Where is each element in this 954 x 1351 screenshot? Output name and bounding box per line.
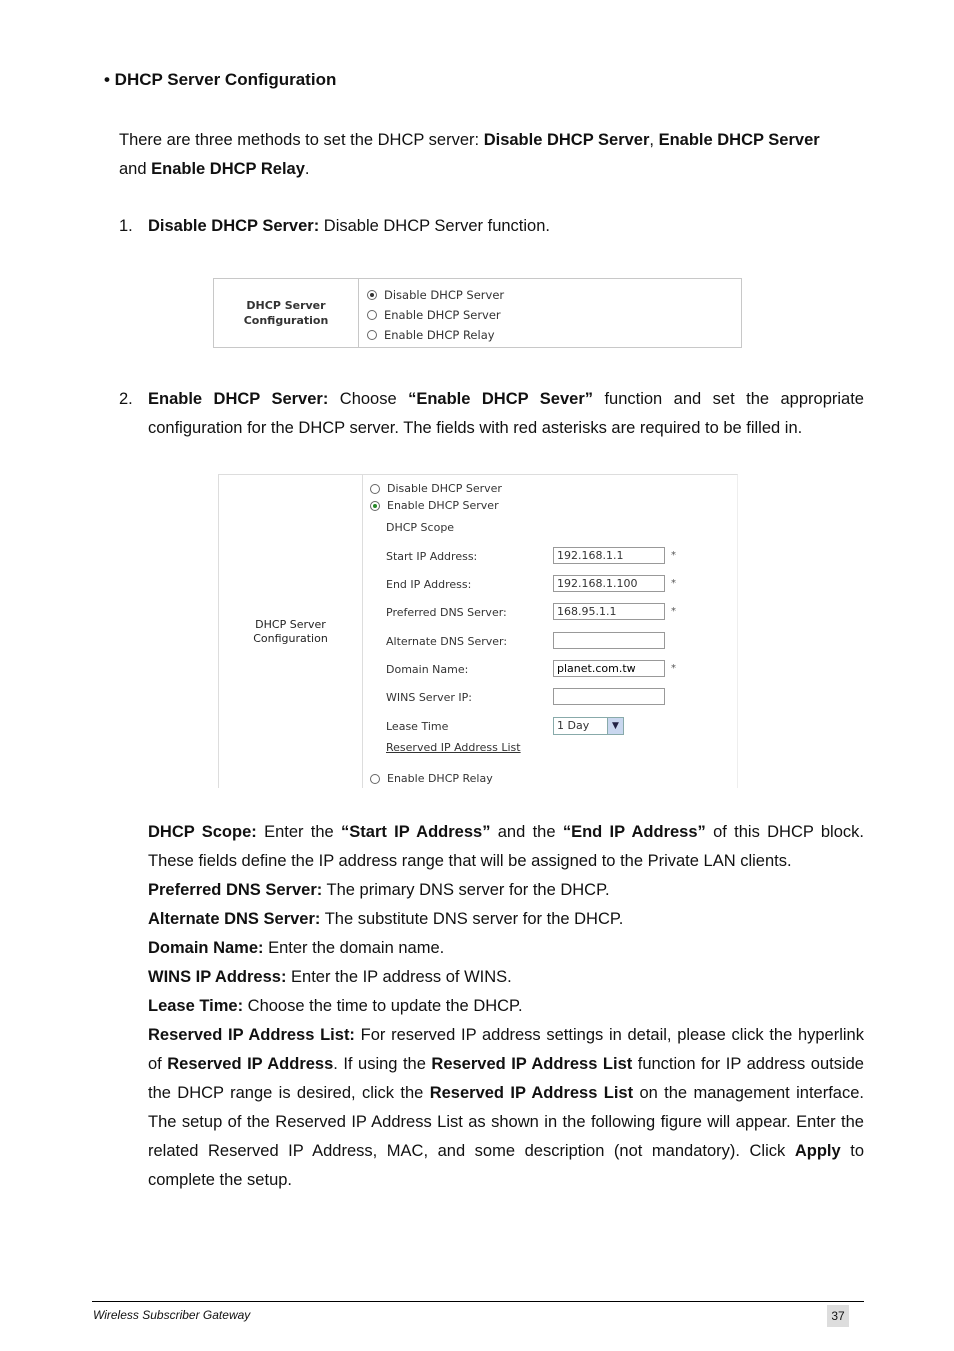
list-item-2 — [119, 385, 864, 443]
intro-bold-disable: Disable DHCP Server — [483, 131, 650, 149]
desc-text: The substitute DNS server for the DHCP. — [320, 910, 624, 928]
desc-term: Reserved IP Address List: — [148, 1026, 355, 1044]
desc-text: . If using the — [333, 1055, 432, 1073]
required-star: * — [671, 578, 676, 589]
radio-enable-relay[interactable] — [370, 772, 493, 785]
desc-preferred-dns — [148, 876, 864, 905]
intro-bold-relay: Enable DHCP Relay — [151, 160, 305, 178]
desc-text: to complete the setup. — [148, 1142, 864, 1189]
item2-text: Choose — [328, 390, 409, 408]
desc-text: Choose the time to update the DHCP. — [243, 997, 523, 1015]
desc-text: of this DHCP block. These fields define the IP address range that will be assigned to the Private LAN clients. — [148, 823, 864, 870]
panel-label — [214, 279, 359, 347]
start-ip-input[interactable]: 192.168.1.1 — [553, 547, 665, 564]
lease-time-value: 1 Day — [557, 719, 590, 732]
field-descriptions — [148, 818, 864, 1195]
desc-text: For reserved IP address settings in detail, please click the hyperlink of — [148, 1026, 864, 1073]
intro-text: . — [304, 160, 310, 178]
alternate-dns-label: Alternate DNS Server: — [386, 635, 508, 648]
item2-text: function and set the appropriate configuration for the DHCP server. The fields with red asterisks are required to be filled in. — [148, 390, 864, 437]
radio-label: Enable DHCP Relay — [387, 772, 493, 785]
desc-term: WINS IP Address: — [148, 968, 287, 986]
radio-enable-dhcp[interactable] — [367, 308, 501, 322]
desc-term: DHCP Scope: — [148, 823, 257, 841]
desc-term: Apply — [794, 1142, 841, 1160]
radio-icon[interactable] — [367, 310, 377, 320]
preferred-dns-input[interactable]: 168.95.1.1 — [553, 603, 665, 620]
panel-label-line: DHCP Server — [255, 617, 326, 631]
desc-term: Preferred DNS Server: — [148, 881, 323, 899]
desc-term: Alternate DNS Server: — [148, 910, 321, 928]
radio-label: Enable DHCP Server — [384, 308, 501, 322]
list-number: 1. — [119, 217, 133, 235]
radio-disable-dhcp[interactable] — [367, 288, 504, 302]
item1-text: Disable DHCP Server function. — [319, 217, 550, 235]
panel-label-line: Configuration — [243, 314, 329, 327]
end-ip-input[interactable]: 192.168.1.100 — [553, 575, 665, 592]
required-star: * — [671, 663, 676, 674]
radio-icon[interactable] — [367, 330, 377, 340]
desc-text: and the — [490, 823, 563, 841]
desc-text: Enter the — [256, 823, 342, 841]
lease-time-select[interactable] — [553, 717, 624, 735]
intro-text: There are three methods to set the DHCP server: — [119, 131, 484, 149]
desc-lease-time — [148, 992, 864, 1021]
desc-term: Reserved IP Address List — [429, 1084, 634, 1102]
panel-label — [219, 475, 363, 788]
desc-alternate-dns — [148, 905, 864, 934]
desc-text: function for IP address outside the DHCP range is desired, click the — [148, 1055, 864, 1102]
intro-text: , — [649, 131, 659, 149]
radio-selected-icon[interactable] — [367, 290, 377, 300]
start-ip-label: Start IP Address: — [386, 550, 478, 563]
required-star: * — [671, 550, 676, 561]
desc-term: Domain Name: — [148, 939, 264, 957]
wins-server-label: WINS Server IP: — [386, 691, 472, 704]
panel-label-line: Configuration — [253, 631, 328, 645]
radio-enable-relay[interactable] — [367, 328, 495, 342]
radio-selected-icon[interactable] — [370, 501, 380, 511]
dhcp-config-panel-2 — [218, 474, 738, 788]
desc-term: “Start IP Address” — [341, 823, 491, 841]
alternate-dns-input[interactable] — [553, 632, 665, 649]
radio-disable-dhcp[interactable] — [370, 482, 502, 495]
reserved-ip-list-link[interactable]: Reserved IP Address List — [386, 741, 521, 754]
desc-text: Enter the domain name. — [263, 939, 445, 957]
item2-bold-option: “Enable DHCP Sever” — [408, 390, 593, 408]
radio-label: Disable DHCP Server — [387, 482, 502, 495]
radio-label: Enable DHCP Server — [387, 499, 499, 512]
preferred-dns-label: Preferred DNS Server: — [386, 606, 507, 619]
radio-enable-dhcp[interactable] — [370, 499, 499, 512]
desc-wins — [148, 963, 864, 992]
radio-icon[interactable] — [370, 774, 380, 784]
intro-bold-enable: Enable DHCP Server — [658, 131, 820, 149]
list-number: 2. — [119, 390, 133, 408]
footer-title: Wireless Subscriber Gateway — [93, 1308, 251, 1322]
chevron-down-icon[interactable]: ▼ — [607, 718, 623, 734]
dhcp-config-panel-1 — [213, 278, 742, 348]
item2-bold: Enable DHCP Server: — [148, 390, 329, 408]
end-ip-label: End IP Address: — [386, 578, 472, 591]
wins-server-input[interactable] — [553, 688, 665, 705]
domain-name-input[interactable]: planet.com.tw — [553, 660, 665, 677]
dhcp-scope-title: DHCP Scope — [386, 521, 455, 534]
page-number: 37 — [827, 1305, 849, 1327]
item1-bold: Disable DHCP Server: — [148, 217, 320, 235]
lease-time-label: Lease Time — [386, 720, 449, 733]
desc-reserved-list — [148, 1021, 864, 1195]
desc-dhcp-scope — [148, 818, 864, 876]
domain-name-label: Domain Name: — [386, 663, 469, 676]
desc-term: “End IP Address” — [562, 823, 706, 841]
required-star: * — [671, 606, 676, 617]
desc-term: Reserved IP Address List — [431, 1055, 633, 1073]
panel-label-line: DHCP Server — [246, 299, 326, 312]
desc-text: Enter the IP address of WINS. — [286, 968, 512, 986]
footer-divider — [92, 1301, 864, 1302]
desc-term: Reserved IP Address — [167, 1055, 334, 1073]
intro-paragraph — [119, 126, 864, 184]
radio-label: Disable DHCP Server — [384, 288, 505, 302]
radio-icon[interactable] — [370, 484, 380, 494]
intro-text: and — [119, 160, 152, 178]
radio-label: Enable DHCP Relay — [384, 328, 495, 342]
desc-text: on the management interface. The setup of the Reserved IP Address List as shown in the following figure will appear. Enter the related Reserved IP Address, MAC, and some description (not mandatory). Click — [148, 1084, 864, 1160]
list-item-1 — [119, 212, 864, 241]
section-heading: • DHCP Server Configuration — [104, 70, 337, 89]
desc-text: The primary DNS server for the DHCP. — [322, 881, 610, 899]
desc-domain-name — [148, 934, 864, 963]
desc-term: Lease Time: — [148, 997, 244, 1015]
